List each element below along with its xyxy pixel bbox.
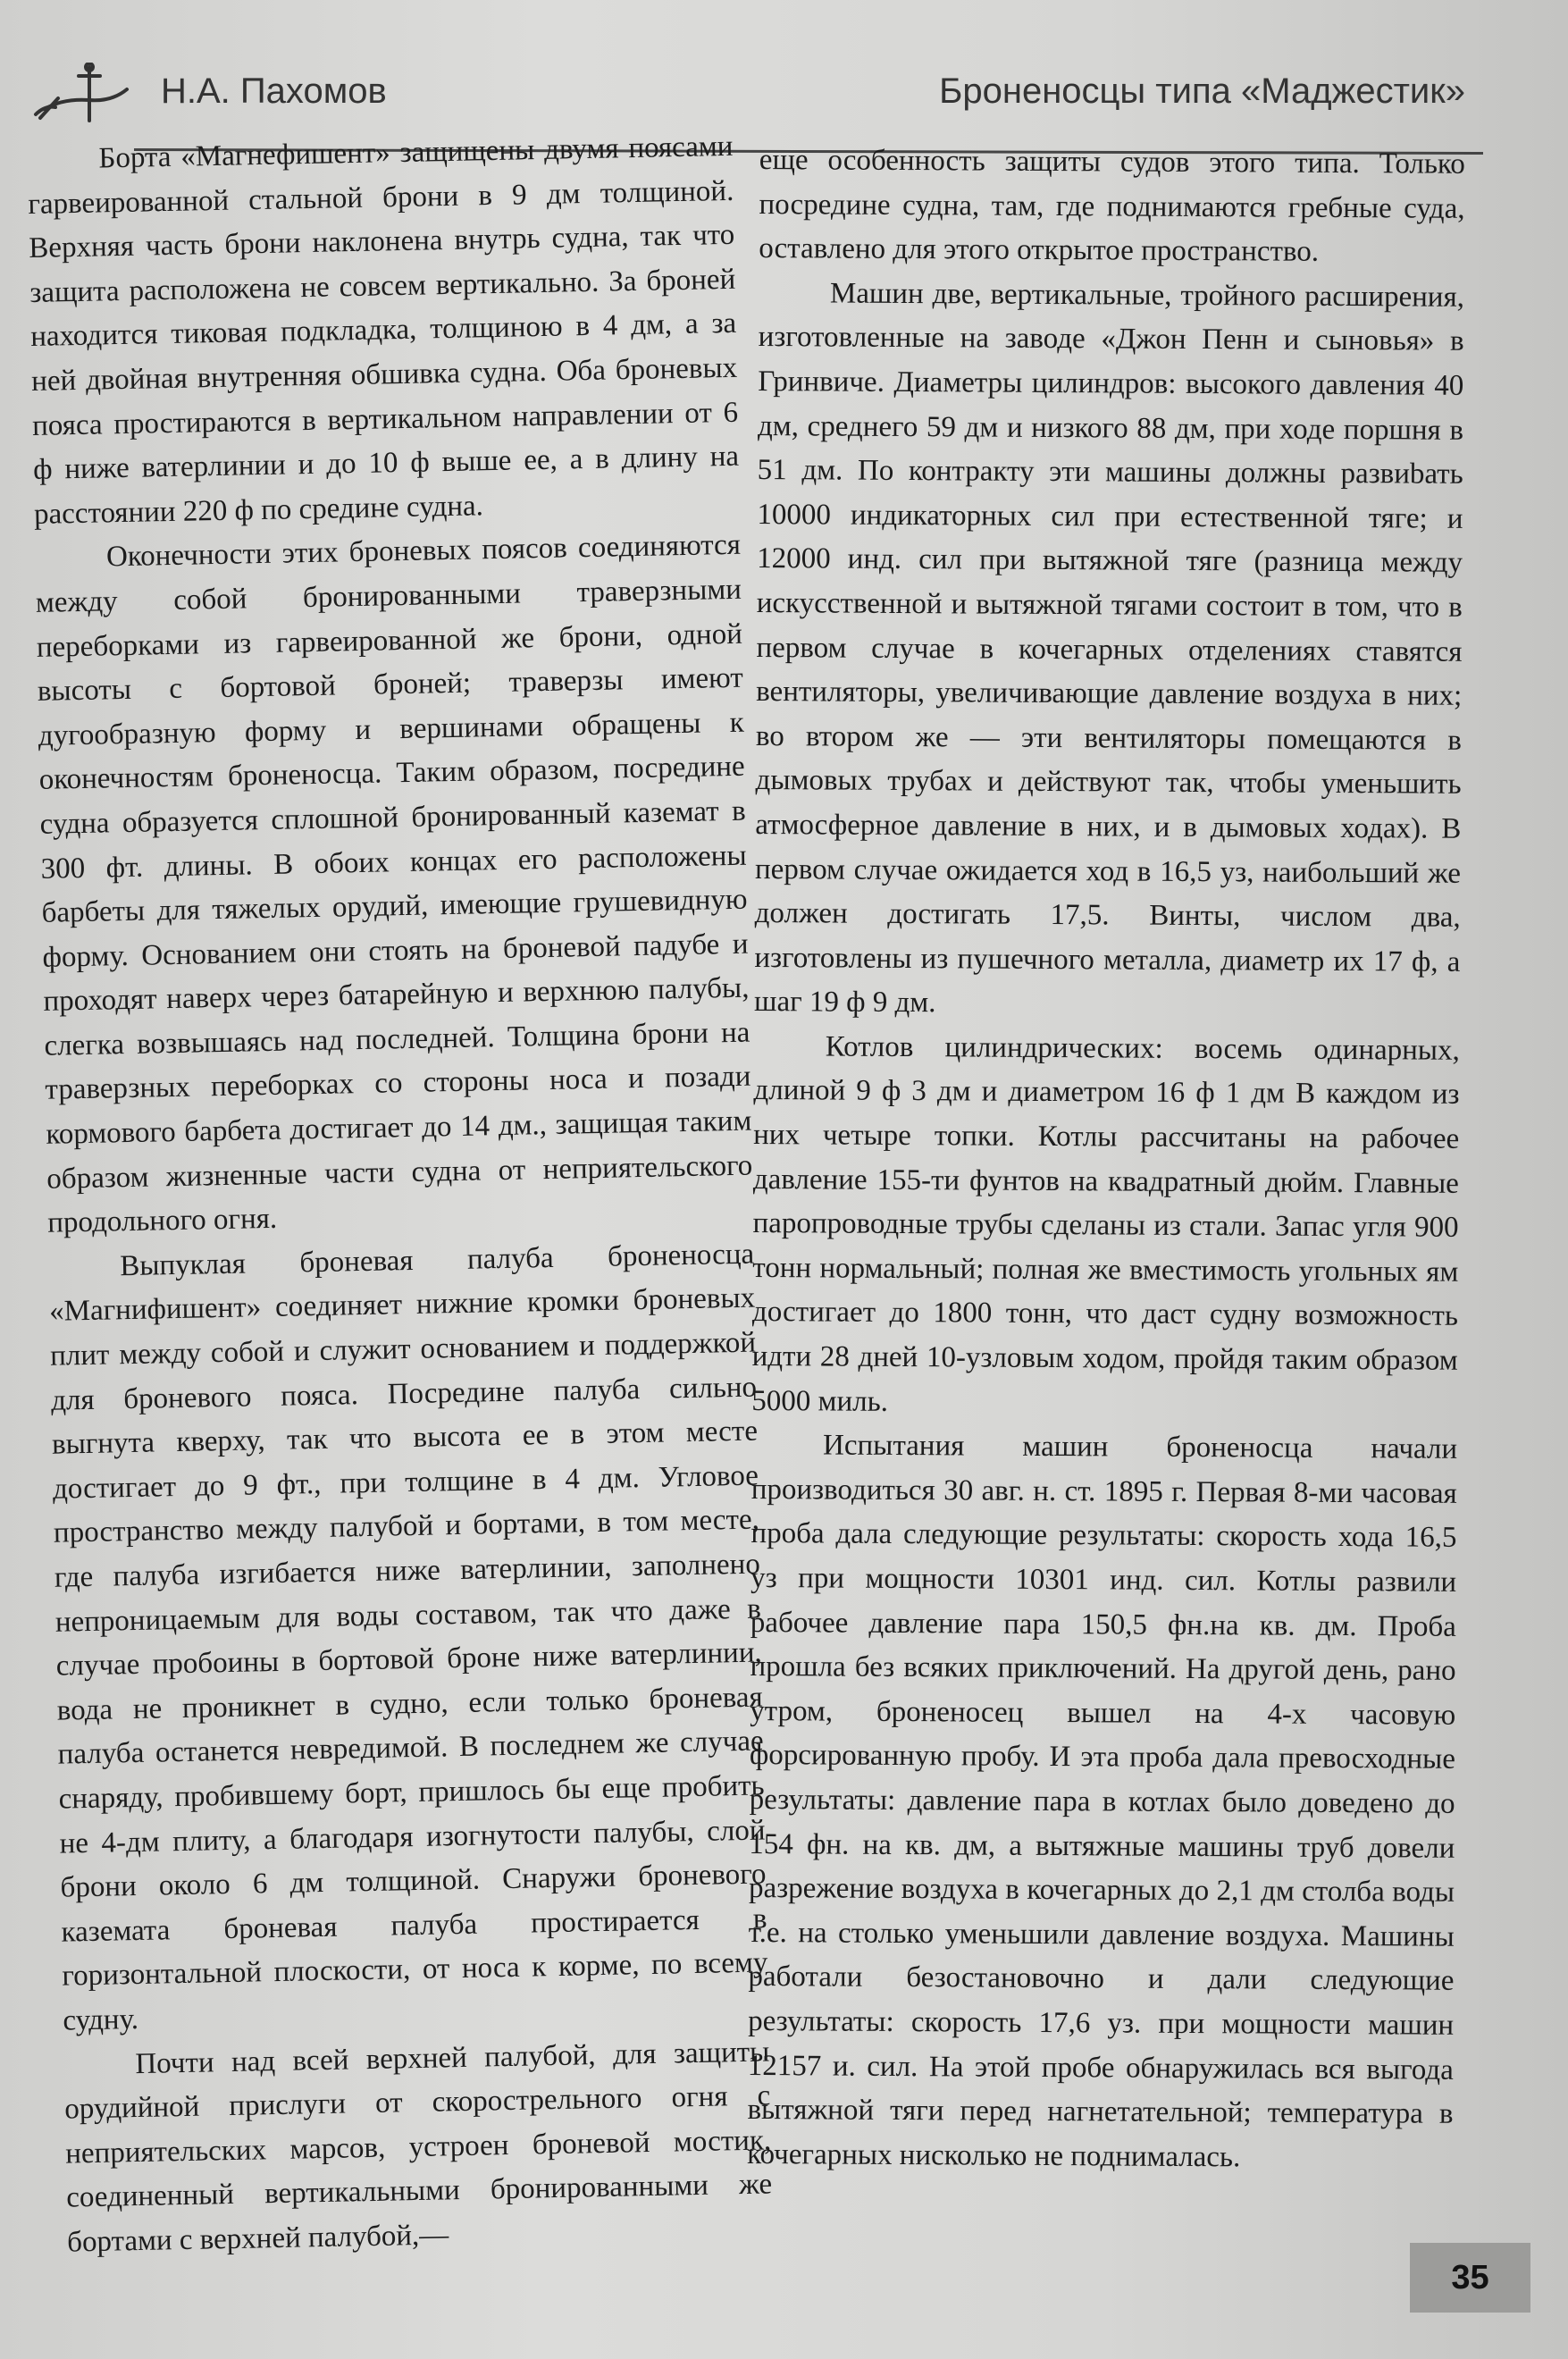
paragraph-continued: еще особенность защиты судов этого типа. Только посредине судна, там, где поднимаются гребные суда, оставлено для этого открытое пространство. xyxy=(759,143,1465,269)
author-name: Н.А. Пахомов xyxy=(161,71,387,111)
paragraph: Котлов цилиндрических: восемь одинарных, длиной 9 ф 3 дм и диаметром 16 ф 1 дм В каждом из них четыре топки. Котлы рассчитаны на рабочее давление 155-ти фунтов на квадратный дюйм. Главные паропроводные трубы сделаны из стали. Запас угля 900 тонн нормальный; полная же вместимость угольных ям достигает до 1800 тонн, что даст судну возможность идти 28 дней 10-узловым ходом, пройдя таким образом 5000 миль. xyxy=(751,1030,1460,1418)
paragraph: Выпуклая броневая палуба броненосца «Магнифишент» соединяет нижние кромки броневых плит между собой и служит основанием и поддержкой для броневого пояса. Посредине палуба сильно выгнута кверху, так что высота ее в этом месте достигает до 9 фт., при толщине в 4 дм. Угловое пространство между палубой и бортами, в том месте, где палуба изгибается ниже ватерлинии, заполнено непроницаемым для воды составом, так что даже в случае пробоины в бортовой броне ниже ватерлинии, вода не проникнет в судно, если только броневая палуба останется невредимой. В последнем же случае снаряду, пробившему борт, пришлось бы еще пробить не 4-дм плиту, а благодаря изогнутости палубы, слой брони около 6 дм толщиной. Снаружи броневого каземата броневая палуба простирается в горизонтальной плоскости, от носа к корме, по всему судну. xyxy=(48,1238,768,2037)
anchor-logo-icon xyxy=(27,63,134,125)
paragraph: Борта «Магнефишент» защищены двумя поясами гарвеированной стальной брони в 9 дм толщиной. Верхняя часть брони наклонена внутрь судна, так что защита расположена не совсем вертикально. За броней находится тиковая подкладка, толщиною в 4 дм, а за ней двойная внутренняя обшивка судна. Оба броневых пояса простираются в вертикальном направлении от 6 ф ниже ватерлинии и до 10 ф выше ее, а в длину на расстоянии 220 ф по средине судна. xyxy=(28,130,740,531)
paragraph: Машин две, вертикальные, тройного расширения, изготовленные на заводе «Джон Пенн и сыновья» в Гринвиче. Диаметры цилиндров: высокого давления 40 дм, среднего 59 дм и низкого 88 дм, при ходе поршня в 51 дм. По контракту эти машины должны развиbать 10000 индикаторных сил при естественной тяге; и 12000 инд. сил при вытяжной тяге (разница между искусственной и вытяжной тягами состоит в том, что в первом случае в кочегарных отделениях ставятся вентиляторы, увеличивающие давление воздуха в них; во втором же — эти вентиляторы помещаются в дымовых трубах и действуют так, чтобы уменьшить атмосферное давление в них, и в дымовых ходах). В первом случае ожидается ход в 16,5 уз, наибольший же должен достигать 17,5. Винты, числом два, изготовлены из пушечного металла, диаметр их 17 ф, а шаг 19 ф 9 дм. xyxy=(753,277,1465,1020)
paragraph: Оконечности этих броневых поясов соединяются между собой бронированными траверзными переборками из гарвеированной же брони, одной высоты с бортовой броней; траверзы имеют дугообразную форму и вершинами обращены к оконечностям броненосца. Таким образом, посредине судна образуется сплошной бронированный каземат в 300 фт. длины. В обоих концах его расположены барбеты для тяжелых орудий, имеющие грушевидную форму. Основанием они стоять на броневой падубе и проходят наверх через батарейную и верхнюю палубы, слегка возвышаясь над последней. Толщина брони на траверзных переборках со стороны носа и позади кормового барбета достигает до 14 дм., защищая таким образом жизненные части судна от неприятельского продольного огня. xyxy=(35,529,753,1240)
paragraph: Испытания машин броненосца начали производиться 30 авг. н. ст. 1895 г. Первая 8-ми часовая проба дала следующие результаты: скорость хода 16,5 уз при мощности 10301 инд. сил. Котлы развили рабочее давление пара 150,5 фн.на кв. дм. Проба прошла без всяких приключений. На другой день, рано утром, броненосец вышел на 4-х часовую форсированную пробу. И эта проба дала превосходные результаты: давление пара в котлах было доведено до 154 фн. на кв. дм, а вытяжные машины труб довели разрежение воздуха в кочегарных до 2,1 дм столба воды т.е. на столько уменьшили давление воздуха. Машины работали безостановочно и дали следующие результаты: скорость 17,6 уз. при мощности машин 12157 и. сил. На этой пробе обнаружилась вся выгода вытяжной тяги перед нагнетательной; температура в кочегарных нисколько не поднималась. xyxy=(747,1429,1458,2174)
paragraph: Почти над всей верхней палубой, для защиты орудийной прислуги от скорострельного огня с неприятельских марсов, устроен броневой мостик, соединенный вертикальными бронированными же бортами с верхней палубой,— xyxy=(64,2035,773,2259)
left-column xyxy=(27,125,774,2265)
page-number: 35 xyxy=(1410,2243,1530,2313)
right-column xyxy=(747,139,1465,2181)
series-title: Броненосцы типа «Маджестик» xyxy=(939,71,1465,111)
running-header xyxy=(27,54,1465,134)
